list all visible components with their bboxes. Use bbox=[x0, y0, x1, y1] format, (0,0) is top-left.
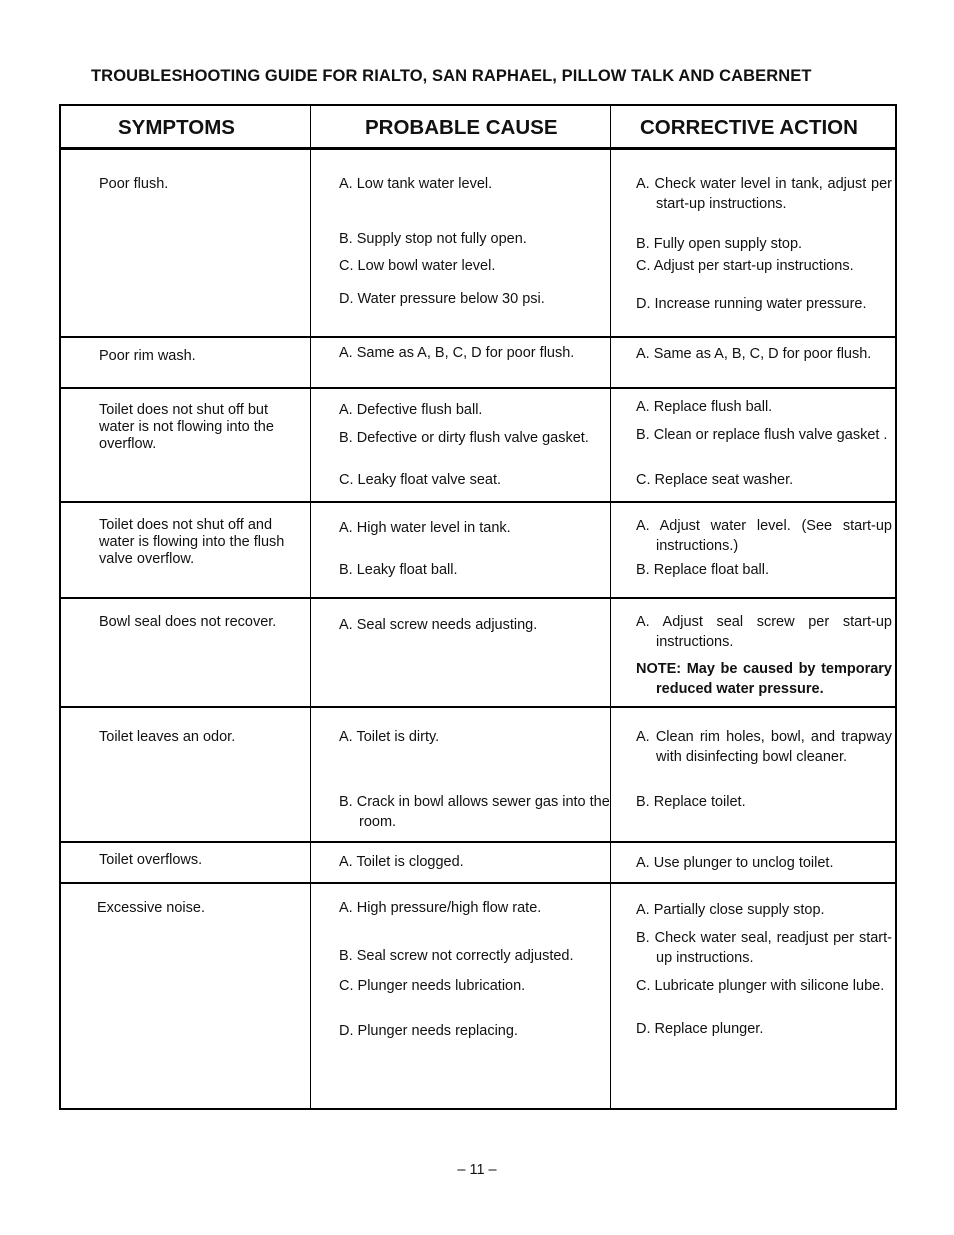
cause-item: A. Same as A, B, C, D for poor flush. bbox=[339, 345, 575, 361]
cause-item: A. Low tank water level. bbox=[339, 176, 493, 192]
symptom-text: Excessive noise. bbox=[97, 900, 205, 916]
symptom-text: Toilet leaves an odor. bbox=[99, 729, 236, 745]
troubleshooting-table bbox=[59, 104, 897, 1110]
action-item: A. Check water level in tank, adjust per start-up instructions. bbox=[636, 176, 892, 212]
cause-item: D. Plunger needs replacing. bbox=[339, 1023, 518, 1039]
cause-item: C. Leaky float valve seat. bbox=[339, 472, 501, 488]
action-item: D. Increase running water pressure. bbox=[636, 296, 867, 312]
row-divider bbox=[61, 706, 895, 708]
note-text: NOTE: May be caused by temporary reduced water pressure. bbox=[636, 661, 892, 697]
action-item: A. Adjust seal screw per start-up instructions. bbox=[636, 614, 892, 650]
header-probable-cause: PROBABLE CAUSE bbox=[365, 116, 558, 139]
action-item: C. Replace seat washer. bbox=[636, 472, 794, 488]
row-divider bbox=[61, 501, 895, 503]
cause-item: B. Defective or dirty flush valve gasket. bbox=[339, 430, 589, 446]
symptom-text: Poor flush. bbox=[99, 176, 169, 192]
action-item: A. Adjust water level. (See start-up instructions.) bbox=[636, 518, 892, 554]
row-divider bbox=[61, 597, 895, 599]
action-item: C. Adjust per start-up instructions. bbox=[636, 258, 854, 274]
cause-item: B. Crack in bowl allows sewer gas into the room. bbox=[339, 794, 610, 830]
action-item: A. Use plunger to unclog toilet. bbox=[636, 855, 834, 871]
action-item: B. Replace toilet. bbox=[636, 794, 746, 810]
cause-item: A. Toilet is clogged. bbox=[339, 854, 464, 870]
symptom-text: Toilet does not shut off but water is not flowing into the overflow. bbox=[99, 402, 274, 452]
cause-item: C. Low bowl water level. bbox=[339, 258, 496, 274]
action-item: B. Check water seal, readjust per start-up instructions. bbox=[636, 930, 892, 966]
action-item: B. Fully open supply stop. bbox=[636, 236, 803, 252]
header-symptoms: SYMPTOMS bbox=[118, 116, 235, 139]
action-item: A. Same as A, B, C, D for poor flush. bbox=[636, 346, 872, 362]
cause-item: A. High pressure/high flow rate. bbox=[339, 900, 542, 916]
page-number: – 11 – bbox=[457, 1162, 497, 1178]
cause-item: D. Water pressure below 30 psi. bbox=[339, 291, 545, 307]
action-item: A. Clean rim holes, bowl, and trapway with disinfecting bowl cleaner. bbox=[636, 729, 892, 765]
cause-item: A. Seal screw needs adjusting. bbox=[339, 617, 538, 633]
action-item: B. Clean or replace flush valve gasket . bbox=[636, 427, 888, 443]
cause-item: A. Toilet is dirty. bbox=[339, 729, 440, 745]
symptom-text: Toilet overflows. bbox=[99, 852, 203, 868]
cause-item: B. Seal screw not correctly adjusted. bbox=[339, 948, 574, 964]
action-item: C. Lubricate plunger with silicone lube. bbox=[636, 978, 885, 994]
row-divider bbox=[61, 336, 895, 338]
action-item: A. Replace flush ball. bbox=[636, 399, 773, 415]
cause-item: A. Defective flush ball. bbox=[339, 402, 483, 418]
header-corrective-action: CORRECTIVE ACTION bbox=[640, 116, 858, 139]
symptom-text: Poor rim wash. bbox=[99, 348, 196, 364]
row-divider bbox=[61, 882, 895, 884]
symptom-text: Bowl seal does not recover. bbox=[99, 614, 277, 630]
row-divider bbox=[61, 841, 895, 843]
action-item: D. Replace plunger. bbox=[636, 1021, 764, 1037]
cause-item: B. Leaky float ball. bbox=[339, 562, 458, 578]
cause-item: B. Supply stop not fully open. bbox=[339, 231, 527, 247]
page-title: TROUBLESHOOTING GUIDE FOR RIALTO, SAN RAPHAEL, PILLOW TALK AND CABERNET bbox=[91, 67, 812, 85]
row-divider bbox=[61, 387, 895, 389]
symptom-text: Toilet does not shut off and water is flowing into the flush valve overflow. bbox=[99, 517, 285, 567]
column-divider bbox=[310, 106, 311, 1108]
action-item: A. Partially close supply stop. bbox=[636, 902, 825, 918]
cause-item: A. High water level in tank. bbox=[339, 520, 511, 536]
action-item: B. Replace float ball. bbox=[636, 562, 769, 578]
cause-item: C. Plunger needs lubrication. bbox=[339, 978, 526, 994]
header-divider bbox=[61, 147, 895, 150]
